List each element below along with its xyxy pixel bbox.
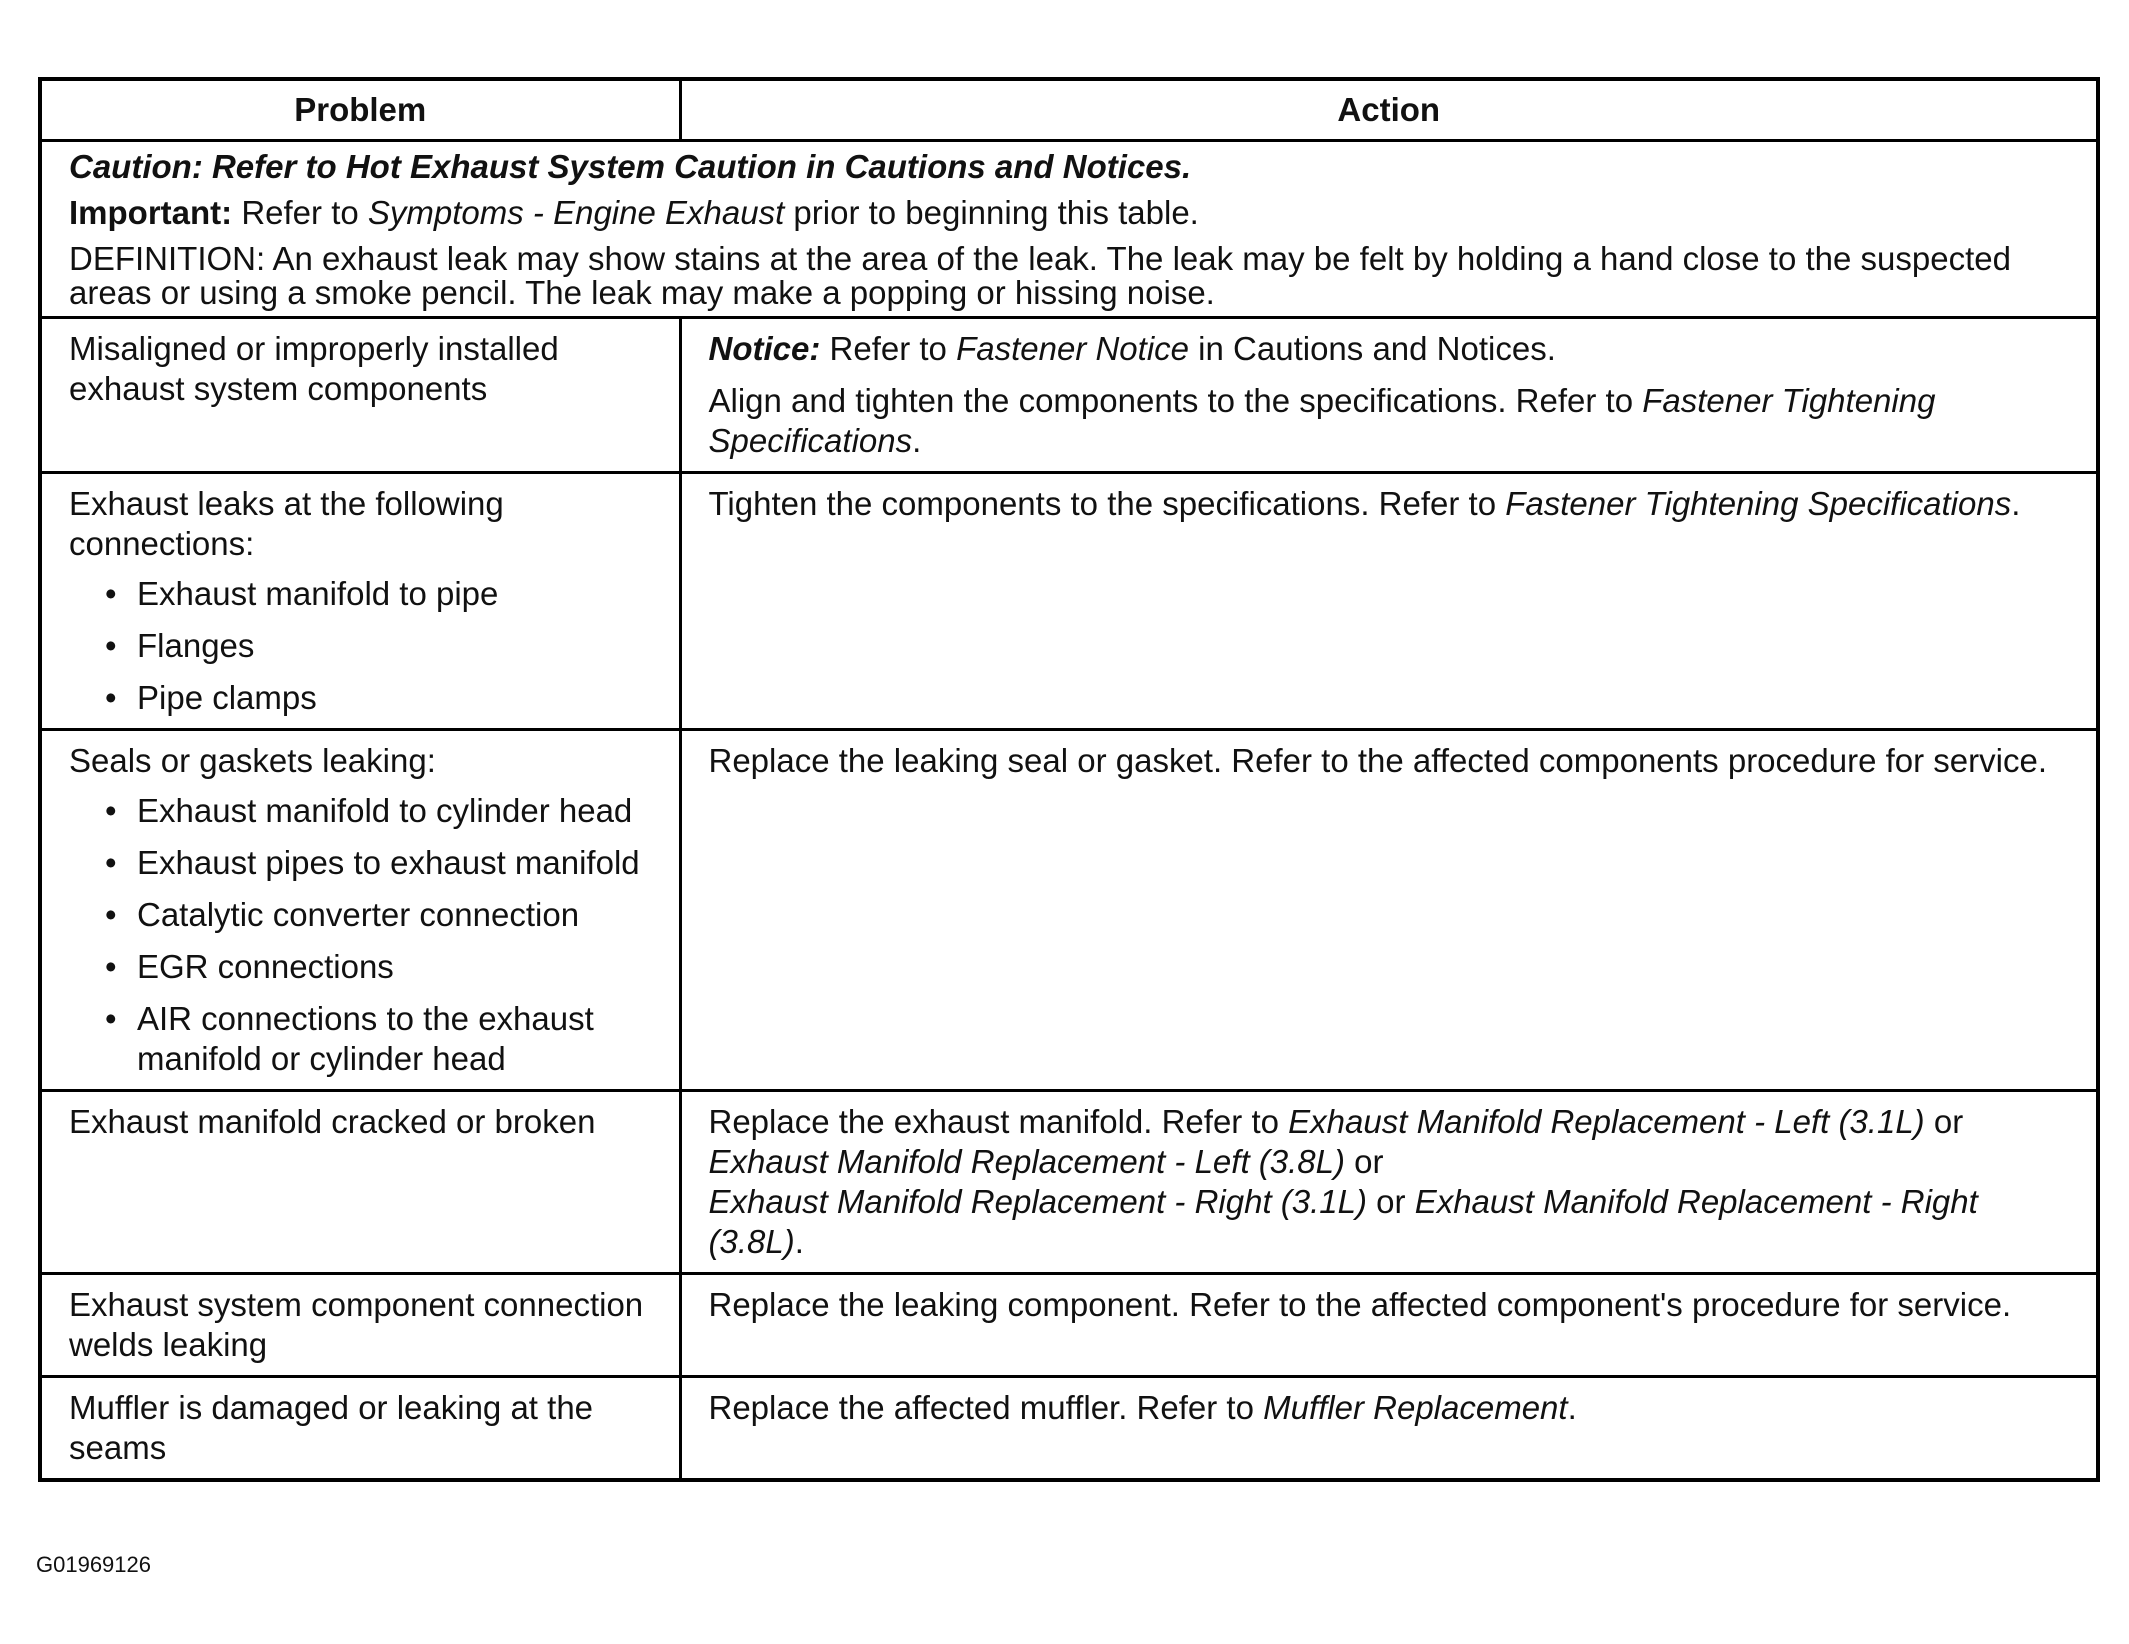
caution-text: Caution: Refer to Hot Exhaust System Caution in Cautions and Notices. (69, 148, 1192, 185)
manifold-right-38-link[interactable]: Exhaust Manifold Replacement - Right (3.8L) (708, 1183, 1978, 1260)
action-cell (680, 730, 2098, 1091)
notice-text-2: in Cautions and Notices. (1189, 330, 1556, 367)
action-cell (680, 1377, 2098, 1481)
action-text-body: Replace the exhaust manifold. Refer to (708, 1103, 1289, 1140)
action-text (709, 1102, 2077, 1262)
action-text-end: . (2011, 485, 2021, 522)
list-item: • Exhaust manifold to cylinder head (105, 791, 659, 831)
action-cell (680, 473, 2098, 730)
document-page (38, 77, 2096, 1482)
problem-text: Exhaust system component connection welds leaking (69, 1286, 644, 1363)
problem-list (69, 791, 659, 1079)
problem-list (69, 574, 659, 718)
important-note (69, 196, 2076, 230)
problem-cell (40, 1091, 680, 1274)
figure-id: G01969126 (36, 1552, 151, 1577)
action-text (709, 484, 2077, 524)
problem-text: Misaligned or improperly installed exhaust system components (69, 330, 559, 407)
problem-text: Seals or gaskets leaking: (69, 742, 436, 779)
action-ref-link[interactable]: Fastener Tightening Specifications (1505, 485, 2012, 522)
table-row (40, 473, 2098, 730)
notice-ref-link[interactable]: Fastener Notice (956, 330, 1190, 367)
action-cell (680, 1274, 2098, 1377)
list-item: • EGR connections (105, 947, 659, 987)
action-text-body: Replace the affected muffler. Refer to (708, 1389, 1264, 1426)
action-cell (680, 1091, 2098, 1274)
diagnostic-table (38, 77, 2100, 1482)
problem-cell (40, 1377, 680, 1481)
action-text: Replace the leaking component. Refer to the affected component's procedure for service. (708, 1286, 2012, 1323)
action-text-end: . (794, 1223, 804, 1260)
or-text: or (1367, 1183, 1415, 1220)
header-problem: Problem (40, 79, 680, 141)
header-row (40, 79, 2098, 141)
action-text-body: Tighten the components to the specifications. Refer to (708, 485, 1506, 522)
manifold-left-31-link[interactable]: Exhaust Manifold Replacement - Left (3.1L) (1288, 1103, 1925, 1140)
list-item: • Flanges (105, 626, 659, 666)
header-action: Action (680, 79, 2098, 141)
important-text-2: prior to beginning this table. (784, 194, 1199, 231)
list-item: • AIR connections to the exhaust manifold or cylinder head (105, 999, 659, 1079)
problem-cell (40, 1274, 680, 1377)
table-row (40, 1377, 2098, 1481)
preface-cell (40, 141, 2098, 318)
manifold-left-38-link[interactable]: Exhaust Manifold Replacement - Left (3.8L) (708, 1143, 1345, 1180)
action-text (709, 1388, 2077, 1428)
table-row (40, 318, 2098, 473)
definition-text: DEFINITION: An exhaust leak may show stains at the area of the leak. The leak may be felt by holding a hand close to the suspected areas or using a smoke pencil. The leak may make a popping or hissing noise. (69, 240, 2011, 311)
important-ref-link[interactable]: Symptoms - Engine Exhaust (367, 194, 785, 231)
action-text-body: Align and tighten the components to the specifications. Refer to (708, 382, 1643, 419)
problem-text: Muffler is damaged or leaking at the seams (69, 1389, 594, 1466)
action-text-end: . (912, 422, 922, 459)
problem-cell (40, 318, 680, 473)
manifold-right-31-link[interactable]: Exhaust Manifold Replacement - Right (3.1L) (708, 1183, 1367, 1220)
list-item: • Pipe clamps (105, 678, 659, 718)
table-row (40, 1274, 2098, 1377)
table-row (40, 730, 2098, 1091)
list-item: • Catalytic converter connection (105, 895, 659, 935)
table-row (40, 1091, 2098, 1274)
notice-label: Notice: (708, 330, 821, 367)
notice-text (709, 329, 2077, 369)
or-text: or (1924, 1103, 1964, 1140)
problem-text: Exhaust manifold cracked or broken (69, 1103, 596, 1140)
action-text: Replace the leaking seal or gasket. Refer to the affected components procedure for service. (708, 742, 2047, 779)
muffler-replacement-link[interactable]: Muffler Replacement (1263, 1389, 1568, 1426)
problem-text: Exhaust leaks at the following connections: (69, 485, 504, 562)
or-text: or (1345, 1143, 1384, 1180)
list-item: • Exhaust manifold to pipe (105, 574, 659, 614)
important-text-1: Refer to (232, 194, 368, 231)
action-cell (680, 318, 2098, 473)
problem-cell (40, 473, 680, 730)
preface-row (40, 141, 2098, 318)
important-label: Important: (69, 194, 233, 231)
notice-text-1: Refer to (820, 330, 957, 367)
action-text-end: . (1567, 1389, 1577, 1426)
list-item: • Exhaust pipes to exhaust manifold (105, 843, 659, 883)
action-ref-link[interactable]: Fastener Tightening Specifications (708, 382, 1936, 459)
action-text (709, 381, 2077, 461)
problem-cell (40, 730, 680, 1091)
